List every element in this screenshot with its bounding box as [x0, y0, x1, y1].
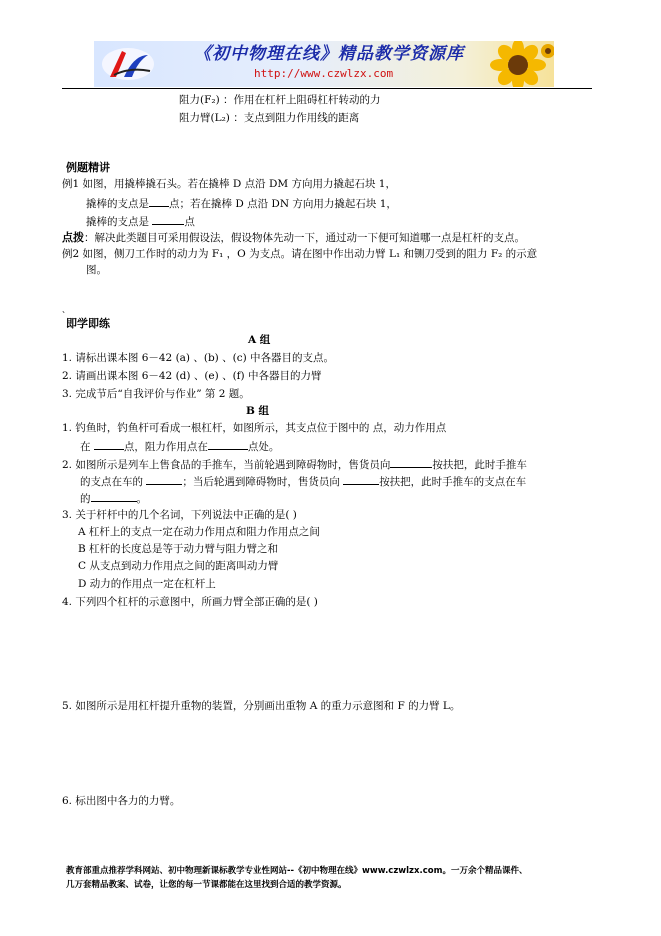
sunflower-icon — [482, 41, 554, 87]
tip-label: 点拨 — [62, 231, 84, 244]
answer-blank[interactable] — [146, 472, 182, 485]
header-rule — [62, 88, 592, 89]
option-a: A 杠杆上的支点一定在动力作用点和阻力作用点之间 — [78, 526, 320, 538]
question-text: 点，阻力作用点在 — [123, 441, 208, 453]
group-b-item-1-line-1: 1. 钓鱼时，钓鱼杆可看成一根杠杆，如图所示，其支点位于图中的 点，动力作用点 — [62, 422, 447, 434]
stray-mark: 、 — [62, 305, 70, 314]
group-b-item-2-line-2 — [80, 472, 526, 490]
example-1-line-1: 例1 如图，用撬棒撬石头。若在撬棒 D 点沿 DM 方向用力撬起石块 1， — [62, 178, 396, 190]
answer-blank[interactable] — [208, 437, 248, 450]
question-text: 按扶把，此时手推车的支点在车 — [379, 476, 527, 488]
header-banner — [94, 41, 554, 87]
group-b-item-1-line-2 — [80, 437, 279, 455]
example-1-line-3 — [86, 212, 195, 230]
group-b-item-5: 5. 如图所示是用杠杆提升重物的装置，分别画出重物 A 的重力示意图和 F 的力臂 L。 — [62, 700, 461, 712]
example-1-line-2 — [86, 194, 397, 212]
group-a-heading: A 组 — [248, 334, 271, 346]
group-b-item-2-line-1 — [62, 455, 527, 473]
answer-blank[interactable] — [91, 489, 137, 502]
definition-resistance-arm: 阻力臂(L₂) ：支点到阻力作用线的距离 — [179, 112, 360, 124]
question-text: 按扶把，此时手推车 — [432, 459, 527, 471]
group-b-item-2-line-3 — [80, 489, 147, 507]
example-1-text: 撬棒的支点是 — [86, 198, 149, 210]
group-a-item-1: 1. 请标出课本图 6－42 (a) 、(b) 、(c) 中各器目的支点。 — [62, 352, 335, 364]
group-a-item-2: 2. 请画出课本图 6－42 (d) 、(e) 、(f) 中各器目的力臂 — [62, 370, 322, 382]
group-b-heading: B 组 — [246, 405, 270, 417]
example-1-text: 点；若在撬棒 D 点沿 DN 方向用力撬起石块 1， — [169, 198, 397, 210]
answer-blank[interactable] — [94, 437, 124, 450]
group-b-item-6: 6. 标出图中各力的力臂。 — [62, 795, 181, 807]
question-text: 在 — [80, 441, 91, 453]
footer-line-1: 教育部重点推荐学科网站、初中物理新课标教学专业性网站--《初中物理在线》www.czwlzx.com。一万余个精品课件、 — [66, 866, 528, 876]
option-c: C 从支点到动力作用点之间的距离叫动力臂 — [78, 560, 279, 572]
tip-line — [62, 230, 525, 246]
example-2-line-1: 例2 如图，侧刀工作时的动力为 F₁ ，O 为支点。请在图中作出动力臂 L₁ 和铡刀受到的阻力 F₂ 的示意 — [62, 248, 538, 260]
question-text: 的支点在车的 — [80, 476, 143, 488]
footer-line-2: 几万套精品教案、试卷，让您的每一节课都能在这里找到合适的教学资源。 — [66, 880, 347, 890]
option-b: B 杠杆的长度总是等于动力臂与阻力臂之和 — [78, 543, 279, 555]
question-text: 2. 如图所示是列车上售食品的手推车，当前轮遇到障碍物时，售货员向 — [62, 459, 391, 471]
question-text: ；当后轮遇到障碍物时，售货员向 — [182, 476, 340, 488]
example-2-line-2: 图。 — [86, 264, 107, 276]
option-d: D 动力的作用点一定在杠杆上 — [78, 578, 216, 590]
banner-title: 《初中物理在线》精品教学资源库 — [194, 44, 464, 64]
examples-heading: 例题精讲 — [66, 161, 110, 174]
answer-blank[interactable] — [390, 455, 432, 468]
answer-blank[interactable] — [343, 472, 379, 485]
practice-heading: 即学即练 — [66, 317, 110, 330]
answer-blank[interactable] — [149, 194, 169, 207]
group-a-item-3: 3. 完成节后“自我评价与作业” 第 2 题。 — [62, 388, 250, 400]
definition-resistance: 阻力(F₂) ：作用在杠杆上阻碍杠杆转动的力 — [179, 94, 381, 106]
question-text: 的 — [80, 493, 91, 505]
group-b-item-4: 4. 下列四个杠杆的示意图中，所画力臂全部正确的是( ) — [62, 596, 318, 608]
question-text: 。 — [136, 493, 147, 505]
banner-url[interactable]: http://www.czwlzx.com — [254, 67, 394, 80]
site-logo-icon — [100, 45, 156, 83]
page-footer — [66, 864, 606, 892]
example-1-text: 撬棒的支点是 — [86, 216, 149, 228]
tip-text: ：解决此类题目可采用假设法，假设物体先动一下，通过动一下便可知道哪一点是杠杆的支点。 — [84, 232, 525, 244]
group-b-item-3: 3. 关于杆杆中的几个名词，下列说法中正确的是( ) — [62, 509, 297, 521]
example-1-text: 点 — [184, 216, 195, 228]
answer-blank[interactable] — [152, 212, 184, 225]
question-text: 点处。 — [247, 441, 280, 453]
